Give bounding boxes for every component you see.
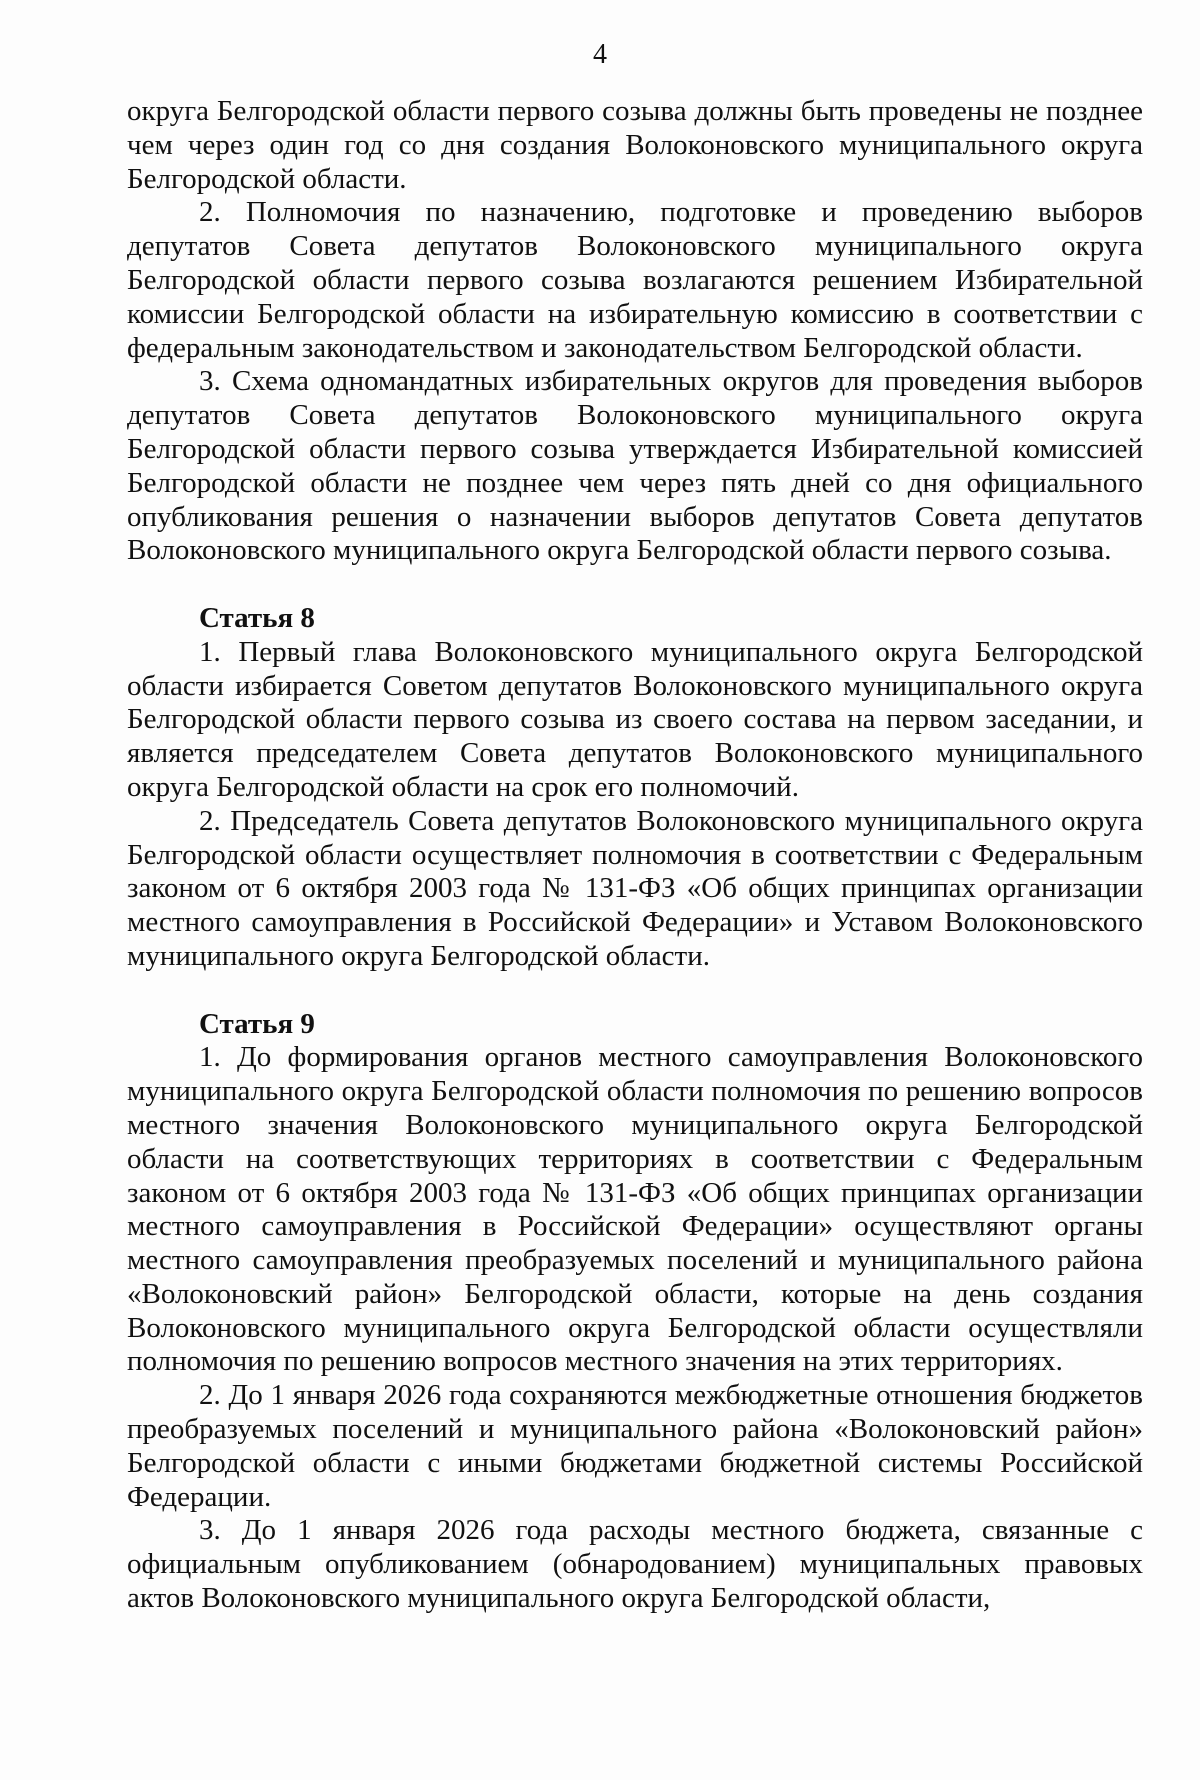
article-heading: Статья 8: [199, 601, 315, 634]
paragraph: 3. Схема одномандатных избирательных округов для проведения выборов депутатов Совета депутатов Волоконовского муниципального округа Белгородской области первого созыва утверждается Избирательной комиссией Белгородской области не позднее чем через пять дней со дня официального опубликования решения о назначении выборов депутатов Совета депутатов Волоконовского муниципального округа Белгородской области первого созыва.: [127, 365, 1143, 567]
article-heading: Статья 9: [199, 1007, 315, 1040]
paragraph: 2. Полномочия по назначению, подготовке и проведению выборов депутатов Совета депутатов Волоконовского муниципального округа Белгородской области первого созыва возлагаются решением Избирательной комиссии Белгородской области на избирательную комиссию в соответствии с федеральным законодательством и законодательством Белгородской области.: [127, 196, 1143, 364]
paragraph: 2. Председатель Совета депутатов Волоконовского муниципального округа Белгородской области осуществляет полномочия в соответствии с Федеральным законом от 6 октября 2003 года № 131-ФЗ «Об общих принципах организации местного самоуправления в Российской Федерации» и Уставом Волоконовского муниципального округа Белгородской области.: [127, 804, 1143, 972]
paragraph: 1. До формирования органов местного самоуправления Волоконовского муниципального округа Белгородской области полномочия по решению вопросов местного значения Волоконовского муниципального округа Белгородской области на соответствующих территориях в соответствии с Федеральным законом от 6 октября 2003 года № 131-ФЗ «Об общих принципах организации местного самоуправления в Российской Федерации» осуществляют органы местного самоуправления преобразуемых поселений и муниципального района «Волоконовский район» Белгородской области, которые на день создания Волоконовского муниципального округа Белгородской области осуществляли полномочия по решению вопросов местного значения на этих территориях.: [127, 1041, 1143, 1378]
spacer: [127, 568, 1143, 602]
document-body: [127, 95, 1143, 1616]
paragraph: 1. Первый глава Волоконовского муниципального округа Белгородской области избирается Советом депутатов Волоконовского муниципального округа Белгородской области первого созыва из своего состава на первом заседании, и является председателем Совета депутатов Волоконовского муниципального округа Белгородской области на срок его полномочий.: [127, 635, 1143, 803]
page-number: 4: [593, 39, 607, 70]
paragraph: 2. До 1 января 2026 года сохраняются межбюджетные отношения бюджетов преобразуемых поселений и муниципального района «Волоконовский район» Белгородской области с иными бюджетами бюджетной системы Российской Федерации.: [127, 1379, 1143, 1513]
paragraph-continuation: округа Белгородской области первого созыва должны быть проведены не позднее чем через один год со дня создания Волоконовского муниципального округа Белгородской области.: [127, 95, 1143, 195]
paragraph: 3. До 1 января 2026 года расходы местного бюджета, связанные с официальным опубликованием (обнародованием) муниципальных правовых актов Волоконовского муниципального округа Белгородской области,: [127, 1514, 1143, 1615]
spacer: [127, 974, 1143, 1008]
